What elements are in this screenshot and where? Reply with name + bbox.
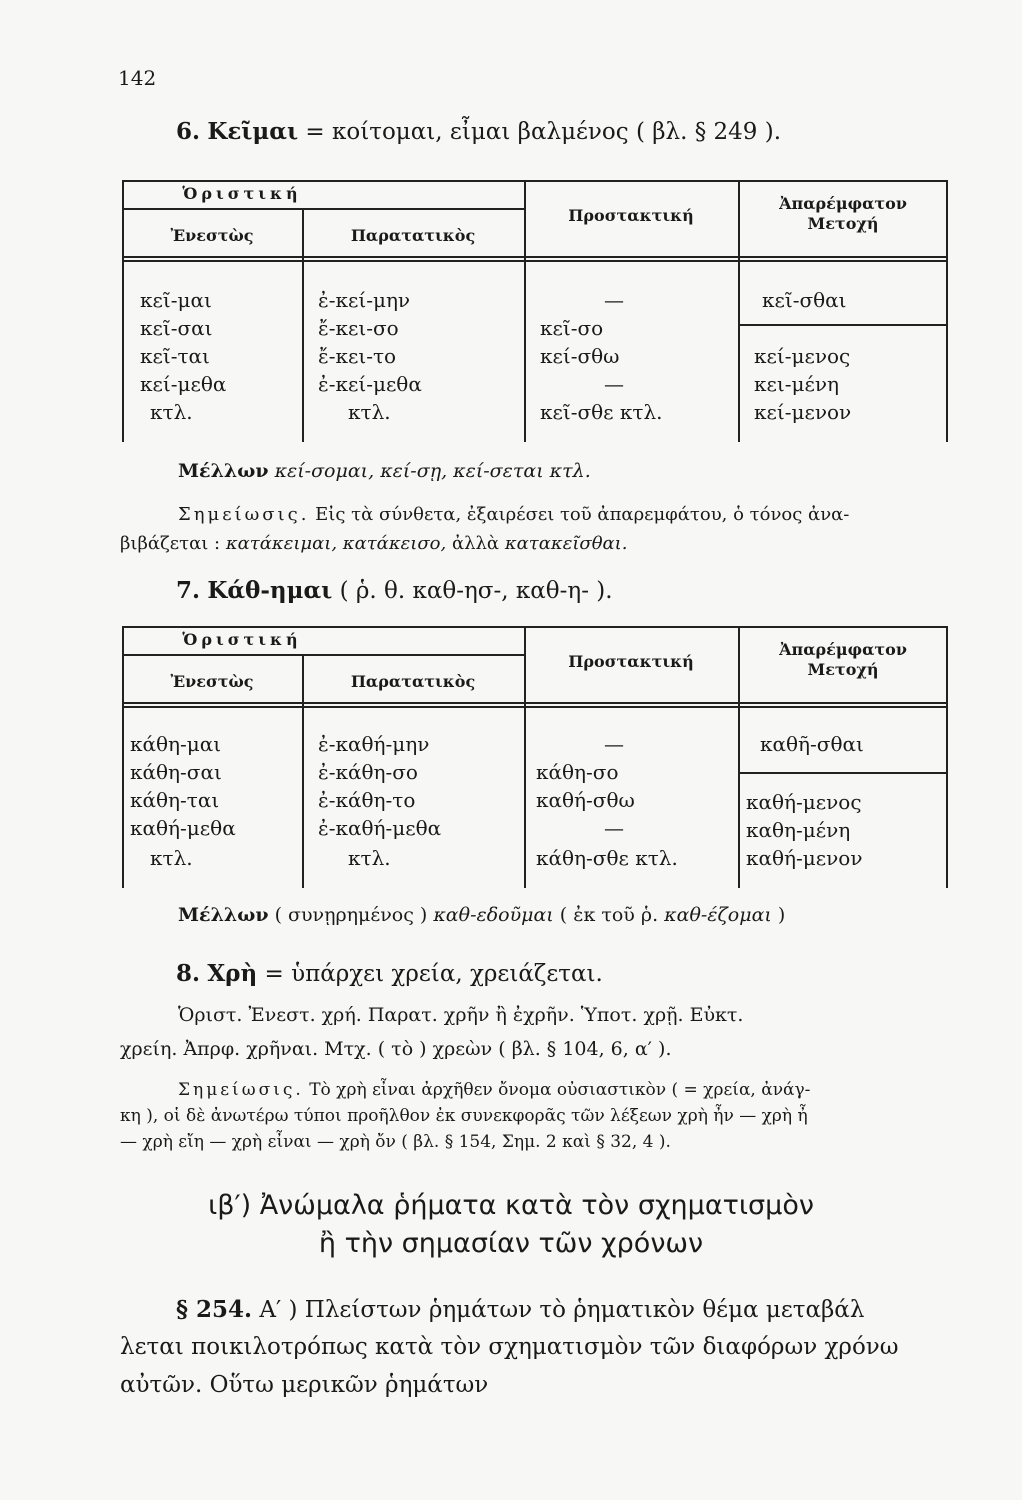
conjugation-table-kathemai xyxy=(122,626,948,888)
section-title-line-2: ἢ τὴν σημασίαν τῶν χρόνων xyxy=(318,1228,704,1259)
paratatikos-form: ἐ-κεί-μην xyxy=(318,288,411,312)
aparemfaton-form: κεῖ-σθαι xyxy=(762,288,847,312)
forms-line-2: χρείη. Ἀπρφ. χρῆναι. Μτχ. ( τὸ ) χρεὼν ( βλ. § 104, 6, α′ ). xyxy=(120,1038,672,1060)
verb-headword: Κεῖμαι xyxy=(207,118,299,145)
metochi-form: κεί-μενον xyxy=(754,400,852,424)
section-title-line-1: ιβ′) Ἀνώμαλα ῥήματα κατὰ τὸν σχηματισμὸν xyxy=(208,1190,814,1221)
header-prostaktiki: Προστακτική xyxy=(568,206,694,225)
mellon-label: Μέλλων xyxy=(178,460,269,482)
header-aparemfaton: Ἀπαρέμφατον xyxy=(779,640,907,659)
paratatikos-form: κτλ. xyxy=(348,400,391,424)
enestos-form: κεῖ-ται xyxy=(140,344,210,368)
prostaktiki-form: — xyxy=(604,816,624,840)
prostaktiki-form: κεῖ-σθε κτλ. xyxy=(540,400,663,424)
header-paratatikos: Παρατατικὸς xyxy=(350,672,476,691)
section-number: 6. xyxy=(176,118,201,145)
enestos-form: κτλ. xyxy=(150,846,193,870)
metochi-form: κεί-μενος xyxy=(754,344,851,368)
mellon-italic-text: καθ-εδοῦμαι xyxy=(433,904,554,926)
paratatikos-form: ἔ-κει-το xyxy=(318,344,397,368)
section-6-heading xyxy=(176,118,781,145)
note-text: Εἰς τὰ σύνθετα, ἐξαιρέσει τοῦ ἀπαρεμφάτου, ὁ τόνος ἀνα- xyxy=(315,504,850,525)
section-number: 8. xyxy=(176,960,201,987)
metochi-form: καθή-μενος xyxy=(746,790,862,814)
mellon-text: ( ἐκ τοῦ ῥ. xyxy=(559,904,659,926)
paratatikos-form: ἐ-καθή-μην xyxy=(318,732,430,756)
mellon-italic-text: καθ-έζομαι xyxy=(664,904,772,926)
enestos-form: κεῖ-σαι xyxy=(140,316,213,340)
metochi-form: καθή-μενον xyxy=(746,846,863,870)
verb-headword: Κάθ-ημαι xyxy=(207,577,333,604)
paragraph-254-line-3: αὐτῶν. Οὕτω μερικῶν ῥημάτων xyxy=(120,1372,489,1398)
forms-line-1: Ὁριστ. Ἐνεστ. χρή. Παρατ. χρῆν ἢ ἐχρῆν. Ὑποτ. χρῇ. Εὐκτ. xyxy=(178,1004,744,1026)
note-italic-text: κατακεῖσθαι. xyxy=(504,533,628,554)
verb-gloss: ( ῥ. θ. καθ-ησ-, καθ-η- ). xyxy=(339,578,613,604)
verb-headword: Χρὴ xyxy=(207,960,258,987)
header-aparemfaton: Ἀπαρέμφατον xyxy=(779,194,907,213)
paratatikos-form: ἐ-κάθη-το xyxy=(318,788,416,812)
enestos-form: κεί-μεθα xyxy=(140,372,227,396)
paragraph-254-line-2: λεται ποικιλοτρόπως κατὰ τὸν σχηματισμὸν τῶν διαφόρων χρόνω xyxy=(120,1334,899,1360)
prostaktiki-form: — xyxy=(604,732,624,756)
enestos-form: κάθη-μαι xyxy=(130,732,222,756)
aparemfaton-form: καθῆ-σθαι xyxy=(760,732,864,756)
note-2-line-1 xyxy=(178,1080,810,1100)
mellon-forms: κεί-σομαι, κεί-σῃ, κεί-σεται κτλ. xyxy=(274,460,591,482)
mellon-label: Μέλλων xyxy=(178,904,269,926)
header-enestos: Ἐνεστὼς xyxy=(170,672,254,691)
section-7-heading xyxy=(176,577,613,604)
mellon-line-2 xyxy=(178,904,785,926)
paratatikos-form: κτλ. xyxy=(348,846,391,870)
paratatikos-form: ἐ-κεί-μεθα xyxy=(318,372,422,396)
mellon-text: ) xyxy=(777,904,786,926)
paragraph-text: Α′ ) Πλείστων ῥημάτων τὸ ῥηματικὸν θέμα μεταβάλ xyxy=(259,1297,865,1323)
paratatikos-form: ἐ-κάθη-σο xyxy=(318,760,418,784)
paragraph-number: § 254. xyxy=(176,1296,253,1323)
header-prostaktiki: Προστακτική xyxy=(568,652,694,671)
prostaktiki-form: κεί-σθω xyxy=(540,344,620,368)
paragraph-254-line-1 xyxy=(176,1296,864,1323)
note-text: Τὸ χρὴ εἶναι ἀρχῆθεν ὄνομα οὐσιαστικὸν ( = χρεία, ἀνάγ- xyxy=(309,1080,811,1100)
note-text: βιβάζεται : xyxy=(120,533,221,554)
enestos-form: κτλ. xyxy=(150,400,193,424)
header-oristiki: Ὁριστική xyxy=(182,184,302,203)
enestos-form: κεῖ-μαι xyxy=(140,288,212,312)
enestos-form: κάθη-σαι xyxy=(130,760,222,784)
section-number: 7. xyxy=(176,577,201,604)
mellon-text: ( συνῃρημένος ) xyxy=(274,904,428,926)
enestos-form: καθή-μεθα xyxy=(130,816,236,840)
conjugation-table-keimai xyxy=(122,180,948,442)
prostaktiki-form: — xyxy=(604,288,624,312)
prostaktiki-form: κάθη-σθε κτλ. xyxy=(536,846,678,870)
note-label: Σημείωσις. xyxy=(178,504,310,525)
note-2-line-3: — χρὴ εἴη — χρὴ εἶναι — χρὴ ὄν ( βλ. § 154, Σημ. 2 καὶ § 32, 4 ). xyxy=(120,1132,671,1152)
metochi-form: καθη-μένη xyxy=(746,818,851,842)
header-metochi: Μετοχή xyxy=(807,660,879,679)
paratatikos-form: ἐ-καθή-μεθα xyxy=(318,816,442,840)
prostaktiki-form: καθή-σθω xyxy=(536,788,635,812)
header-paratatikos: Παρατατικὸς xyxy=(350,226,476,245)
note-1-line-2 xyxy=(120,533,627,554)
header-enestos: Ἐνεστὼς xyxy=(170,226,254,245)
prostaktiki-form: — xyxy=(604,372,624,396)
mellon-line-1 xyxy=(178,460,591,482)
page-number: 142 xyxy=(118,66,157,90)
verb-gloss: = κοίτομαι, εἶμαι βαλμένος ( βλ. § 249 ). xyxy=(305,119,782,145)
enestos-form: κάθη-ται xyxy=(130,788,220,812)
note-2-line-2: κη ), οἱ δὲ ἀνωτέρω τύποι προῆλθον ἐκ συνεκφορᾶς τῶν λέξεων χρὴ ἦν — χρὴ ἦ xyxy=(120,1106,808,1126)
header-oristiki: Ὁριστική xyxy=(182,630,302,649)
header-metochi: Μετοχή xyxy=(807,214,879,233)
note-1-line-1 xyxy=(178,504,849,525)
prostaktiki-form: κεῖ-σο xyxy=(540,316,604,340)
verb-gloss: = ὑπάρχει χρεία, χρειάζεται. xyxy=(264,961,603,987)
note-italic-text: κατάκειμαι, κατάκεισο, xyxy=(225,533,447,554)
note-label: Σημείωσις. xyxy=(178,1080,304,1100)
paratatikos-form: ἔ-κει-σο xyxy=(318,316,399,340)
prostaktiki-form: κάθη-σο xyxy=(536,760,619,784)
metochi-form: κει-μένη xyxy=(754,372,839,396)
section-8-heading xyxy=(176,960,603,987)
note-text: ἀλλὰ xyxy=(451,533,500,554)
